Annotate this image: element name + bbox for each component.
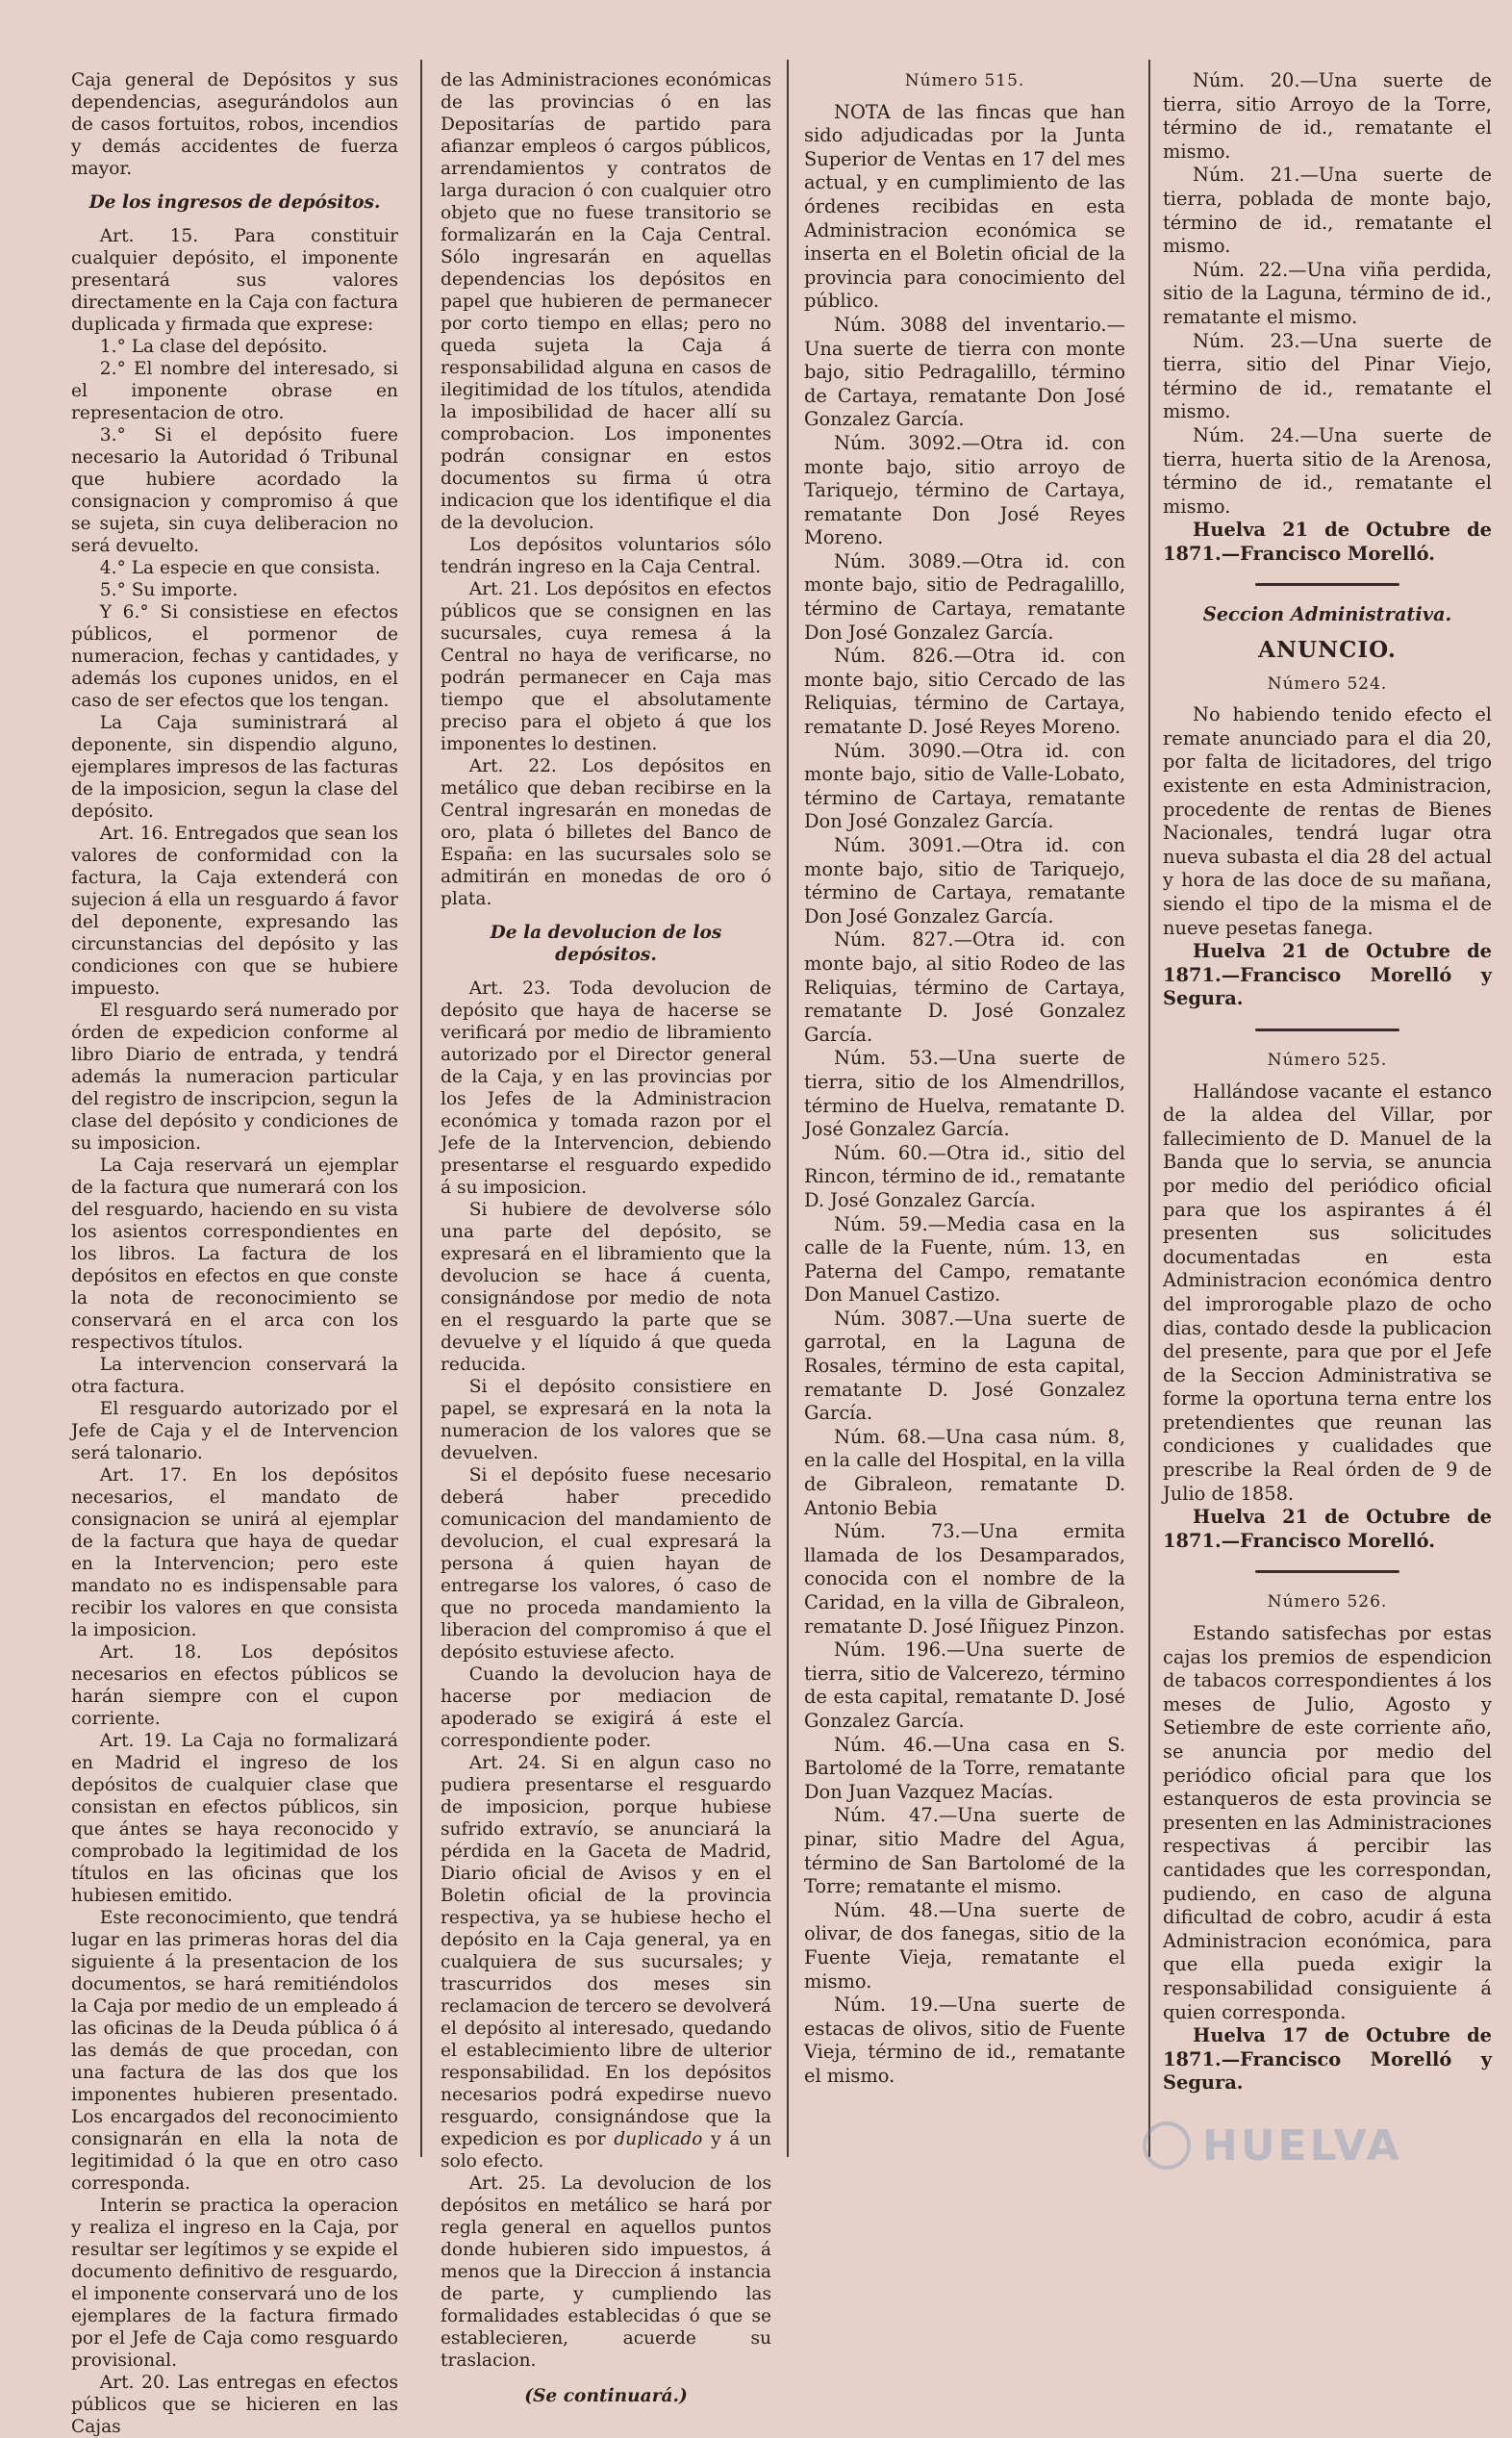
property-entry: Núm. 48.—Una suerte de olivar, de dos fanegas, sitio de la Fuente Vieja, rematante el mismo. [804, 1898, 1125, 1993]
watermark-text: HUELVA [1202, 2121, 1402, 2171]
paragraph: Los depósitos voluntarios sólo tendrán ingreso en la Caja Central. [441, 535, 771, 577]
article-paragraph [441, 1752, 771, 2172]
paragraph: Interin se practica la operacion y realiza el ingreso en la Caja, por resultar ser legítimos y se expide el documento definitivo de resguardo, el imponente conservará uno de los ejemplares de la factura firmado por el Jefe de Caja como resguardo provisional. [71, 2196, 398, 2371]
paragraph: Caja general de Depósitos y sus dependencias, asegurándolos aun de casos fortuitos, robos, incendios y demás accidentes de fuerza mayor. [71, 70, 398, 179]
property-entry: Núm. 3092.—Otra id. con monte bajo, sitio arroyo de Tariquejo, término de Cartaya, rematante Don José Reyes Moreno. [804, 431, 1125, 549]
notice-text: No habiendo tenido efecto el remate anunciado para el dia 20, por falta de licitadores, del trigo existente en esta Administracion, procedente de rentas de Bienes Nacionales, tendrá lugar otra nueva subasta el dia 28 del actual y hora de las doce de su mañana, siendo el tipo de la misma el de nueve pesetas fanega. [1163, 703, 1492, 939]
notice-number: Número 525. [1267, 1050, 1388, 1070]
property-entry: Núm. 73.—Una ermita llamada de los Desamparados, conocida con el nombre de la Caridad, en la villa de Gibraleon, rematante D. José Iñiguez Pinzon. [804, 1520, 1125, 1638]
section-heading: De la devolucion de los depósitos. [490, 923, 722, 965]
property-entry: Núm. 46.—Una casa en S. Bartolomé de la Torre, rematante Don Juan Vazquez Macías. [804, 1733, 1125, 1803]
notice-text: Estando satisfechas por estas cajas los premios de espendicion de tabacos correspondientes á los meses de Julio, Agosto y Setiembre de este corriente año, se anuncia por medio del periódico oficial para que los estanqueros de esta provincia se presenten en las Administraciones respectivas á percibir las cantidades que les correspondan, pudiendo, en caso de alguna dificultad de cobro, acudir á esta Administracion económica, para que ella pueda exigir la responsabilidad consiguiente á quien corresponda. [1163, 1622, 1492, 2023]
property-entry: Núm. 20.—Una suerte de tierra, sitio Arroyo de la Torre, término de id., rematante el mismo. [1163, 69, 1492, 163]
signature-line: Huelva 17 de Octubre de 1871.—Francisco Morelló y Segura. [1163, 2024, 1492, 2095]
property-entry: Núm. 68.—Una casa núm. 8, en la calle del Hospital, en la villa de Gibraleon, rematante D. Antonio Bebia [804, 1425, 1125, 1519]
separator [1255, 583, 1399, 586]
signature-line: Huelva 21 de Octubre de 1871.—Francisco Morelló y Segura. [1163, 940, 1492, 1010]
property-entry: Núm. 60.—Otra id., sitio del Rincon, término de id., rematante D. José Gonzalez García. [804, 1141, 1125, 1211]
column-rule [1148, 60, 1150, 2157]
notice-intro: NOTA de las fincas que han sido adjudicadas por la Junta Superior de Ventas en 17 del mes actual, y en cumplimiento de las órdenes recibidas en esta Administracion económica se inserta en el Boletin oficial de la provincia para conocimiento del público. [804, 100, 1125, 313]
paragraph: Si el depósito consistiere en papel, se expresará en la nota la numeracion de los valores que se devuelven. [441, 1377, 771, 1463]
column-4 [1163, 69, 1492, 2167]
notice-number: Número 526. [1267, 1592, 1388, 1613]
article-paragraph: Art. 15. Para constituir cualquier depósito, el imponente presentará sus valores directamente en la Caja con factura duplicada y firmada que exprese: [71, 226, 398, 335]
property-entry: Núm. 19.—Una suerte de estacas de olivos, sitio de Fuente Vieja, término de id., rematante el mismo. [804, 1994, 1125, 2087]
column-1 [71, 69, 398, 2437]
property-entry: Núm. 47.—Una suerte de pinar, sitio Madre del Agua, término de San Bartolomé de la Torre; rematante el mismo. [804, 1804, 1125, 1898]
property-entry: Núm. 196.—Una suerte de tierra, sitio de Valcerezo, término de esta capital, rematante D. José Gonzalez García. [804, 1638, 1125, 1732]
notice-text: Hallándose vacante el estanco de la aldea del Villar, por fallecimiento de D. Manuel de la Banda que lo servia, se anuncia por medio del periódico oficial para que los aspirantes á él presenten sus solicitudes documentadas en esta Administracion económica dentro del improrogable plazo de ocho dias, contado desde la publicacion del presente, para que por el Jefe de la Seccion Administrativa se forme la oportuna terna entre los pretendientes que reunan las condiciones y cualidades que prescribe la Real órden de 9 de Julio de 1858. [1163, 1079, 1492, 1505]
list-item: 2.° El nombre del interesado, si el imponente obrase en representacion de otro. [71, 359, 398, 423]
section-heading: Seccion Administrativa. [1202, 603, 1452, 626]
property-entry: Núm. 24.—Una suerte de tierra, huerta sitio de la Arenosa, término de id., rematante el mismo. [1163, 423, 1492, 518]
paragraph: de las Administraciones económicas de las provincias ó en las Depositarías de partido para afianzar empleos ó cargos públicos, arrendamientos y contratos de larga duracion ó con cualquier otro objeto que no fuese transitorio se formalizarán en la Caja Central. Sólo ingresarán en aquellas dependencias los depósitos en papel que hubieren de permanecer por corto tiempo en ellas; pero no queda sujeta la Caja á responsabilidad alguna en casos de ilegitimidad de los títulos, atendida la imposibilidad de hacer allí su comprobacion. Los imponentes podrán consignar en estos documentos su firma ú otra indicacion que los identifique el dia de la devolucion. [441, 70, 771, 533]
property-entry: Núm. 21.—Una suerte de tierra, poblada de monte bajo, término de id., rematante el mismo. [1163, 164, 1492, 258]
property-entry: Núm. 3090.—Otra id. con monte bajo, sitio de Valle-Lobato, término de Cartaya, rematante Don José Gonzalez García. [804, 739, 1125, 833]
article-paragraph: Art. 16. Entregados que sean los valores de conformidad con la factura, la Caja extenderá con sujecion á ella un resguardo á favor del deponente, expresando las circunstancias del depósito y las condiciones con que se hubiere impuesto. [71, 824, 398, 999]
paragraph: La Caja reservará un ejemplar de la factura que numerará con los del resguardo, haciendo en su vista los asientos correspondientes en los libros. La factura de los depósitos en efectos en que conste la nota de reconocimiento se conservará en el arca con los respectivos títulos. [71, 1156, 398, 1353]
property-entry: Núm. 3087.—Una suerte de garrotal, en la Laguna de Rosales, término de esta capital, rematante D. José Gonzalez García. [804, 1307, 1125, 1425]
continuation-note: (Se continuará.) [524, 2386, 688, 2406]
paragraph: Si hubiere de devolverse sólo una parte del depósito, se expresará en el libramiento que la devolucion se hace á cuenta, consignándose por medio de nota en el resguardo la parte que se devuelve y el líquido á que queda reducida. [441, 1200, 771, 1375]
separator [1255, 1570, 1399, 1573]
column-rule [787, 60, 789, 2157]
property-entry: Núm. 23.—Una suerte de tierra, sitio del Pinar Viejo, término de id., rematante el mismo. [1163, 329, 1492, 423]
paragraph: El resguardo autorizado por el Jefe de Caja y el de Intervencion será talonario. [71, 1399, 398, 1463]
article-paragraph: Art. 23. Toda devolucion de depósito que haya de hacerse se verificará por medio de libramiento autorizado por el Director general de la Caja, y en las provincias por los Jefes de la Administracion económica y tomada razon por el Jefe de la Intervencion, debiendo presentarse el resguardo expedido á su imposicion. [441, 978, 771, 1198]
notice-number: Número 515. [904, 71, 1025, 90]
signature-line: Huelva 21 de Octubre de 1871.—Francisco Morelló. [1163, 1506, 1492, 1552]
article-paragraph: Art. 19. La Caja no formalizará en Madrid el ingreso de los depósitos de cualquier clase que consistan en efectos públicos, sin que ántes se haya reconocido y comprobado la legitimidad de los títulos en las oficinas que los hubiesen emitido. [71, 1731, 398, 1906]
archive-watermark [1143, 2119, 1402, 2172]
article-paragraph: Art. 21. Los depósitos en efectos públicos que se consignen en las sucursales, cuya remesa á la Central no haya de verificarse, no podrán permanecer en Caja mas tiempo que el absolutamente preciso para el objeto á que los imponentes lo destinen. [441, 579, 771, 754]
text-run: Art. 24. Si en algun caso no pudiera presentarse el resguardo de imposicion, porque hubiese sufrido extravío, se anunciará la pérdida en la Gaceta de Madrid, Diario oficial de Avisos y en el Boletin oficial de la provincia respectiva, ya se hubiese hecho el depósito en la Caja general, ya en cualquiera de sus sucursales; y trascurridos dos meses sin reclamacion de tercero se devolverá el depósito al interesado, quedando el establecimiento libre de ulterior responsabilidad. En los depósitos necesarios podrá expedirse nuevo resguardo, consignándose que la expedicion es por [441, 1753, 771, 2149]
property-entry: Núm. 22.—Una viña perdida, sitio de la Laguna, término de id., rematante el mismo. [1163, 258, 1492, 328]
article-paragraph: Art. 17. En los depósitos necesarios, el mandato de consignacion se unirá al ejemplar de la factura que haya de quedar en la Intervencion; pero este mandato no es indispensable para recibir los valores en que consista la imposicion. [71, 1465, 398, 1640]
list-item: 1.° La clase del depósito. [99, 337, 328, 357]
paragraph: Cuando la devolucion haya de hacerse por mediacion de apoderado se exigirá á este el correspondiente poder. [441, 1664, 771, 1751]
property-entry: Núm. 3089.—Otra id. con monte bajo, sitio de Pedragalillo, término de Cartaya, rematante Don José Gonzalez García. [804, 549, 1125, 644]
paragraph: Este reconocimiento, que tendrá lugar en las primeras horas del dia siguiente á la presentacion de los documentos, se hará remitiéndolos la Caja por medio de un empleado á las oficinas de la Deuda pública ó á las demás de que procedan, con una factura de las dos que los imponentes hubieren presentado. Los encargados del reconocimiento consignarán en ella la nota de legitimidad ó la que en otro caso corresponda. [71, 1908, 398, 2194]
paragraph: Si el depósito fuese necesario deberá haber precedido comunicacion del mandamiento de devolucion, el cual expresará la persona á quien hayan de entregarse los valores, ó caso de que no proceda mandamiento la liberacion del compromiso á que el depósito estuviese afecto. [441, 1465, 771, 1663]
article-paragraph: Art. 18. Los depósitos necesarios en efectos públicos se harán siempre con el cupon corriente. [71, 1642, 398, 1729]
announcement-title: ANUNCIO. [1258, 637, 1397, 664]
property-entry: Núm. 827.—Otra id. con monte bajo, al sitio Rodeo de las Reliquias, término de Cartaya, rematante D. José Gonzalez García. [804, 928, 1125, 1046]
paragraph: La Caja suministrará al deponente, sin dispendio alguno, ejemplares impresos de las facturas de la imposicion, segun la clase del depósito. [71, 713, 398, 822]
property-entry: Núm. 53.—Una suerte de tierra, sitio de los Almendrillos, término de Huelva, rematante D. José Gonzalez García. [804, 1047, 1125, 1141]
property-entry: Núm. 3091.—Otra id. con monte bajo, sitio de Tariquejo, término de Cartaya, rematante Don José Gonzalez García. [804, 834, 1125, 927]
notice-number: Número 524. [1267, 673, 1388, 694]
article-paragraph: Art. 20. Las entregas en efectos públicos que se hicieren en las Cajas [71, 2373, 398, 2437]
list-item: 4.° La especie en que consista. [99, 558, 381, 578]
article-paragraph: Art. 22. Los depósitos en metálico que deban recibirse en la Central ingresarán en monedas de oro, plata ó billetes del Banco de España: en las sucursales solo se admitirán en monedas de oro ó plata. [441, 756, 771, 909]
column-3 [804, 69, 1125, 2167]
paragraph: La intervencion conservará la otra factura. [71, 1355, 398, 1397]
list-item: 5.° Su importe. [99, 580, 239, 600]
article-paragraph: Art. 25. La devolucion de los depósitos en metálico se hará por regla general en aquellos puntos donde hubieren sido impuestos, á menos que la Direccion á instancia de parte, y cumpliendo las formalidades establecidas ó que se establecieren, acuerde su traslacion. [441, 2173, 771, 2371]
emphasis-text: duplicado [614, 2129, 703, 2149]
section-heading: De los ingresos de depósitos. [88, 192, 381, 213]
list-item: Y 6.° Si consistiese en efectos públicos, el pormenor de numeracion, fechas y cantidades, y además los cupones unidos, en el caso de ser efectos que los tengan. [71, 602, 398, 711]
paragraph: El resguardo será numerado por órden de expedicion conforme al libro Diario de entrada, y tendrá además la numeracion particular del registro de inscripcion, segun la clase del depósito y condiciones de su imposicion. [71, 1001, 398, 1154]
property-entry: Núm. 3088 del inventario.—Una suerte de tierra con monte bajo, sitio Pedragalillo, término de Cartaya, rematante Don José Gonzalez García. [804, 313, 1125, 431]
text-run: y á un solo efecto. [441, 2129, 771, 2171]
column-2 [441, 69, 771, 2406]
list-item: 3.° Si el depósito fuere necesario la Autoridad ó Tribunal que hubiere acordado la consignacion y compromiso á que se sujeta, sin cuya deliberacion no será devuelto. [71, 425, 398, 556]
seal-icon [1143, 2121, 1191, 2170]
property-entry: Núm. 826.—Otra id. con monte bajo, sitio Cercado de las Reliquias, término de Cartaya, rematante D. José Reyes Moreno. [804, 645, 1125, 739]
separator [1255, 1029, 1399, 1031]
column-rule [420, 60, 422, 2157]
property-entry: Núm. 59.—Media casa en la calle de la Fuente, núm. 13, en Paterna del Campo, rematante Don Manuel Castizo. [804, 1212, 1125, 1307]
signature-line: Huelva 21 de Octubre de 1871.—Francisco Morelló. [1163, 519, 1492, 565]
